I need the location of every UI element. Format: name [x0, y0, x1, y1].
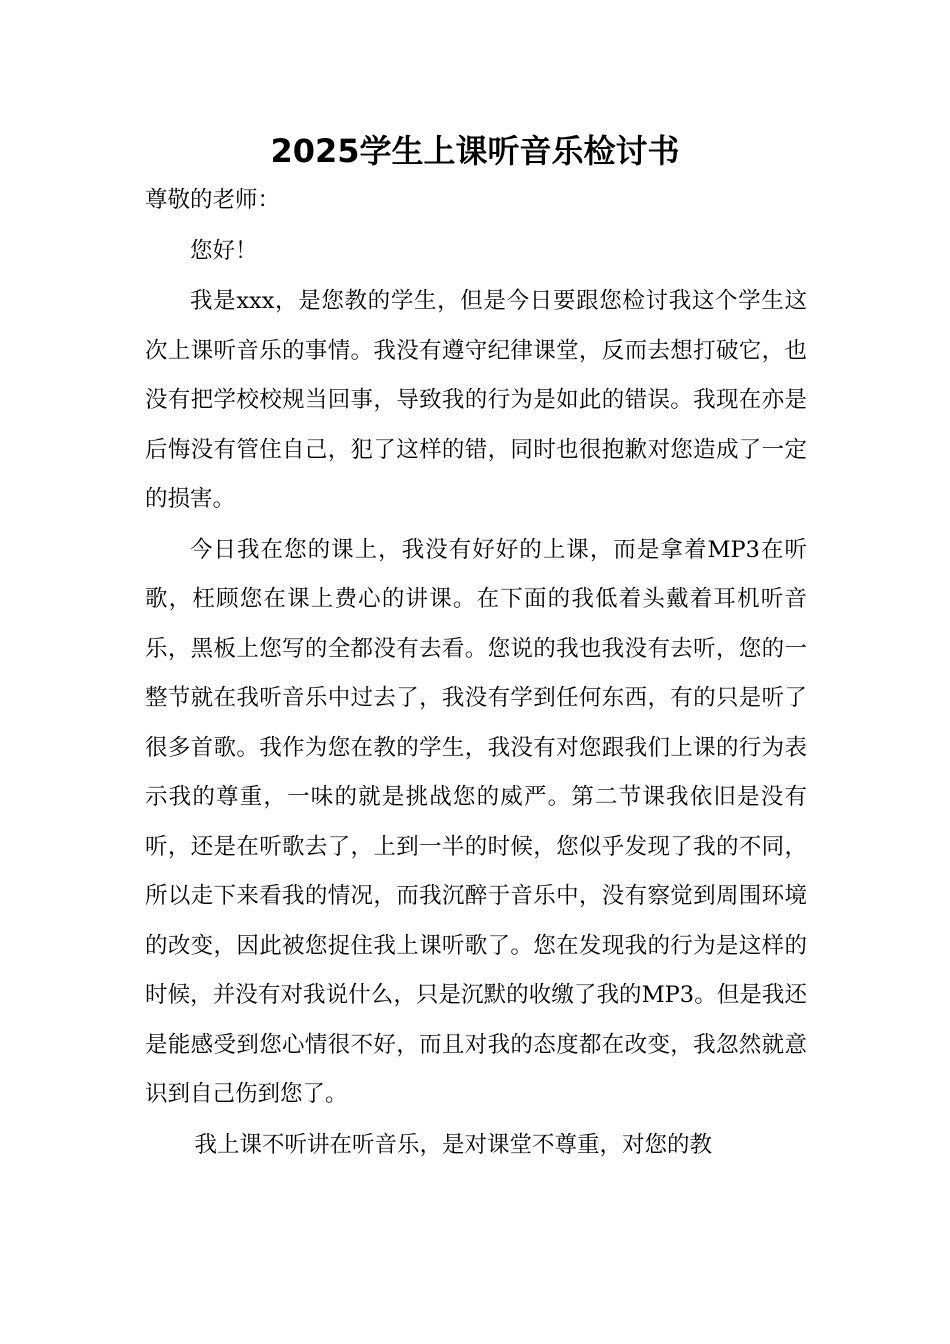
- greeting: 您好！: [190, 237, 258, 264]
- paragraph-1: 我是xxx，是您教的学生，但是今日要跟您检讨我这个学生这次上课听音乐的事情。我没有遵守纪律课堂，反而去想打破它，也没有把学校校规当回事，导致我的行为是如此的错误。我现在亦是后悔没有管住自己，犯了这样的错，同时也很抱歉对您造成了一定的损害。: [145, 288, 807, 512]
- paragraph-3: 我上课不听讲在听音乐，是对课堂不尊重，对您的教: [194, 1131, 713, 1158]
- salutation: 尊敬的老师：: [145, 187, 281, 213]
- paragraph-2: 今日我在您的课上，我没有好好的上课，而是拿着MP3在听歌，枉顾您在课上费心的讲课。在下面的我低着头戴着耳机听音乐，黑板上您写的全都没有去看。您说的我也我没有去听，您的一整节就在我听音乐中过去了，我没有学到任何东西，有的只是听了很多首歌。我作为您在教的学生，我没有对您跟我们上课的行为表示我的尊重，一味的就是挑战您的威严。第二节课我依旧是没有听，还是在听歌去了，上到一半的时候，您似乎发现了我的不同，所以走下来看我的情况，而我沉醉于音乐中，没有察觉到周围环境的改变，因此被您捉住我上课听歌了。您在发现我的行为是这样的时候，并没有对我说什么，只是沉默的收缴了我的MP3。但是我还是能感受到您心情很不好，而且对我的态度都在改变，我忽然就意识到自己伤到您了。: [145, 536, 807, 1107]
- document-title: 2025学生上课听音乐检讨书: [270, 132, 680, 170]
- document-body: [145, 176, 807, 1171]
